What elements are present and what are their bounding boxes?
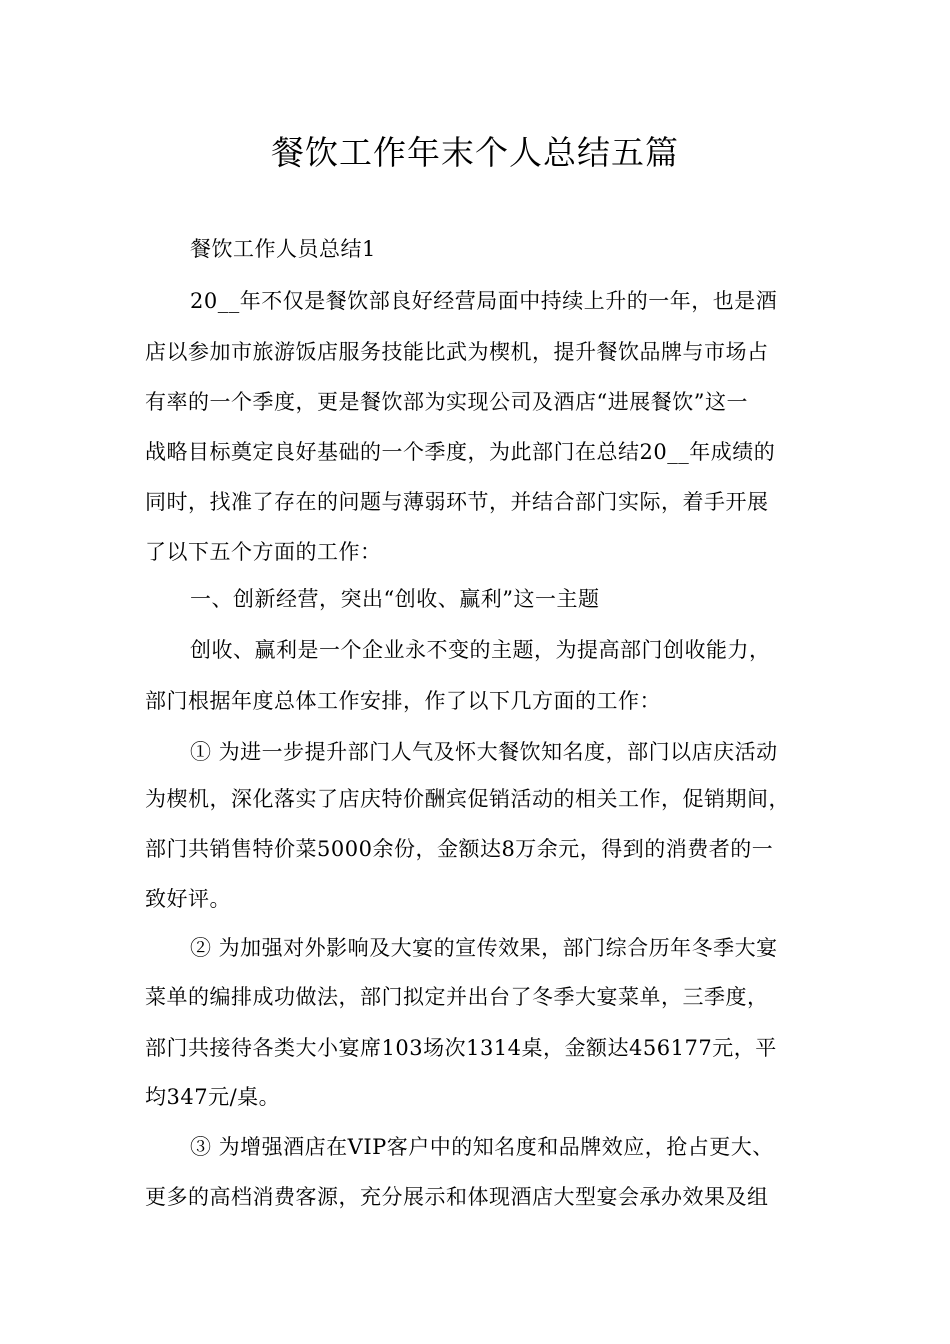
- paragraph-line: 为楔机，深化落实了店庆特价酬宾促销活动的相关工作，促销期间，: [145, 787, 790, 811]
- paragraph-line: 20__年不仅是餐饮部良好经营局面中持续上升的一年，也是酒: [190, 289, 778, 313]
- subsection-heading: 一、创新经营，突出“创收、赢利”这一主题: [190, 587, 600, 611]
- paragraph-line: 战略目标奠定良好基础的一个季度，为此部门在总结20__年成绩的: [145, 440, 776, 464]
- paragraph-line: ② 为加强对外影响及大宴的宣传效果，部门综合历年冬季大宴: [190, 936, 778, 960]
- paragraph-line: 部门共销售特价菜5000余份，金额达8万余元，得到的消费者的一: [145, 837, 774, 861]
- paragraph-line: ③ 为增强酒店在VIP客户中的知名度和品牌效应，抢占更大、: [190, 1135, 774, 1159]
- paragraph-line: 均347元/桌。: [145, 1085, 281, 1109]
- paragraph-line: ① 为进一步提升部门人气及怀大餐饮知名度，部门以店庆活动: [190, 740, 778, 764]
- paragraph-line: 同时，找准了存在的问题与薄弱环节，并结合部门实际，着手开展: [145, 490, 769, 514]
- paragraph-line: 部门共接待各类大小宴席103场次1314桌，金额达456177元，平: [145, 1036, 777, 1060]
- paragraph-line: 有率的一个季度，更是餐饮部为实现公司及酒店“进展餐饮”这一: [145, 390, 748, 414]
- paragraph-line: 创收、赢利是一个企业永不变的主题，为提高部门创收能力，: [190, 638, 771, 662]
- section-heading: 餐饮工作人员总结1: [190, 237, 376, 261]
- paragraph-line: 店以参加市旅游饭店服务技能比武为楔机，提升餐饮品牌与市场占: [145, 340, 769, 364]
- paragraph-line: 部门根据年度总体工作安排，作了以下几方面的工作：: [145, 689, 661, 713]
- paragraph-line: 菜单的编排成功做法，部门拟定并出台了冬季大宴菜单，三季度，: [145, 985, 769, 1009]
- document-title: 餐饮工作年末个人总结五篇: [271, 133, 679, 172]
- paragraph-line: 了以下五个方面的工作：: [145, 540, 382, 564]
- paragraph-line: 致好评。: [145, 887, 231, 911]
- paragraph-line: 更多的高档消费客源，充分展示和体现酒店大型宴会承办效果及组: [145, 1185, 769, 1209]
